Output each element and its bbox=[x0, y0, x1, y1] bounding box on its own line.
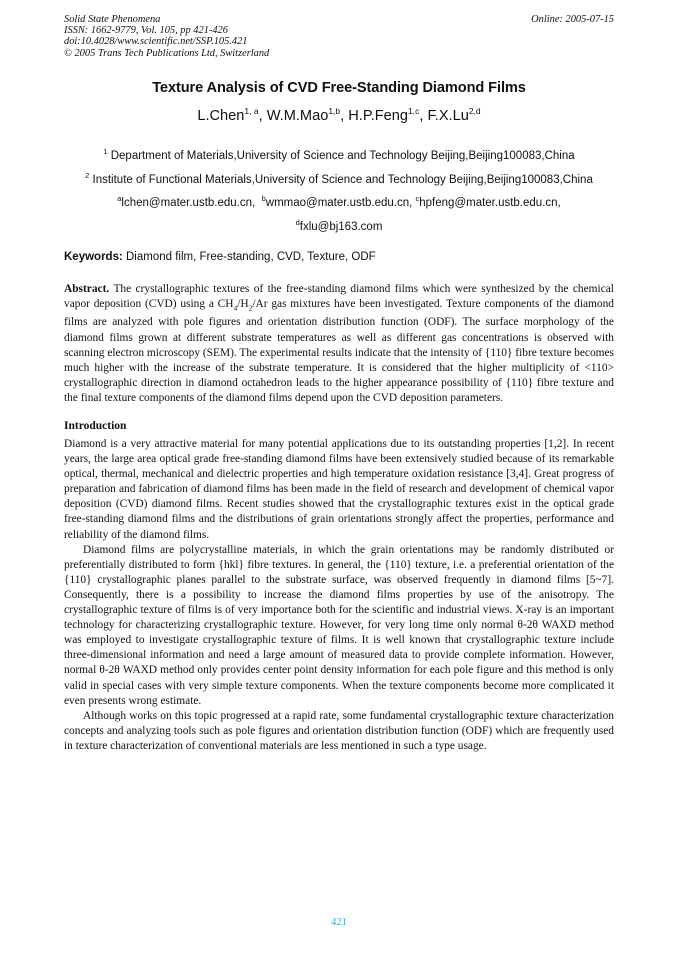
email-link[interactable]: wmmao@mater.ustb.edu.cn, bbox=[265, 197, 413, 210]
email-link[interactable]: hpfeng@mater.ustb.edu.cn, bbox=[419, 197, 561, 210]
email-link[interactable]: fxlu@bj163.com bbox=[299, 220, 383, 233]
author-list: L.Chen$^{1, a}$, W.M.Mao$^{1,b}$, H.P.Feng$^{1,c}$, F.X.Lu$^{2,d}$ bbox=[197, 105, 481, 124]
email-list: $^a$lchen@mater.ustb.edu.cn, $^b$wmmao@mater.ustb.edu.cn, $^c$hpfeng@mater.ustb.edu.cn, bbox=[117, 194, 561, 210]
section-heading-introduction: Introduction bbox=[64, 420, 127, 433]
author-affiliation-marker: 1,b bbox=[328, 105, 341, 116]
paper-title: Texture Analysis of CVD Free-Standing Diamond Films bbox=[152, 79, 526, 96]
intro-paragraph-2: Diamond films are polycrystalline materials, in which the grain orientations may be randomly distributed or preferentially distributed to form {hkl} fibre textures. In general, the {110} texture, i.e. a preferential orientation of the {110} crystallographic planes parallel to the substrate surface, was observed frequently in diamond films [5~7]. Consequently, there is a possibility to increase the diamond films properties by use of the anisotropy. The crystallographic texture of films is of very importance both for the scientific and industrial views. X-ray is an important technology for characterizing crystallographic texture. However, for very long time only normal θ-2θ WAXD method was employed to investigate crystallographic texture of films. It is well known that crystallographic texture include three-dimensional information and need a large amount of measured data to provide complete information. However, normal θ-2θ WAXD method only provides center point density information for each pole figure and this method is only valid in special cases with very simple texture components. When the texture components become more complicated it even presents wrong estimate. bbox=[64, 543, 614, 707]
journal-copyright: © 2005 Trans Tech Publications Ltd, Switzerland bbox=[64, 47, 270, 59]
journal-issn: ISSN: 1662-9779, Vol. 105, pp 421-426 bbox=[64, 25, 228, 37]
abstract: Abstract. The crystallographic textures of the free-standing diamond films which were synthesized by the chemical vapor deposition (CVD) using a $CH_4/H_2/Ar$ gas mixtures have been investigated. Texture components of the diamond films are analyzed with pole figures and orientation distribution function (ODF). The surface morphology of the diamond films grown at different substrate temperatures as well as different gas concentrations is observed with scanning electron microscopy (SEM). The experimental results indicate that the intensity of {110} fibre texture becomes much higher with the increase of the substrate temperature. It is considered that the higher multiplicity of <110> crystallographic direction in diamond octahedron leads to the higher appearance possibility of {110} fibre texture and the final texture components of the diamond films depend upon the CVD deposition parameters. bbox=[64, 282, 614, 404]
author-name: F.X.Lu bbox=[427, 107, 469, 124]
author-affiliation-marker: 2,d bbox=[468, 105, 481, 116]
affiliation-1: $^1$ Department of Materials,University of Science and Technology Beijing,Beijing100083,China bbox=[103, 146, 575, 162]
online-date: Online: 2005-07-15 bbox=[531, 14, 614, 25]
journal-doi[interactable]: doi:10.4028/www.scientific.net/SSP.105.421 bbox=[64, 36, 248, 48]
journal-header bbox=[64, 14, 614, 59]
author-name: H.P.Feng bbox=[348, 107, 409, 124]
author-affiliation-marker: 1, a bbox=[244, 105, 259, 116]
abstract-label: Abstract. bbox=[64, 282, 110, 295]
author-name: W.M.Mao bbox=[266, 107, 329, 124]
keywords-label: Keywords: bbox=[64, 250, 123, 263]
page-number: 421 bbox=[331, 917, 347, 928]
email-link[interactable]: lchen@mater.ustb.edu.cn, bbox=[121, 197, 256, 210]
keywords bbox=[64, 251, 614, 263]
affiliation-2: $^2$ Institute of Functional Materials,University of Science and Technology Beijing,Beijing100083,China bbox=[85, 170, 593, 186]
journal-name: Solid State Phenomena bbox=[64, 14, 161, 25]
intro-paragraph-1: Diamond is a very attractive material for many potential applications due to its outstanding properties [1,2]. In recent years, the large area optical grade free-standing diamond films have been extensively studied because of its remarkable optical, thermal, mechanical and dielectric properties and high temperature oxidation resistance [3,4]. Great progress of preparation and fabrication of diamond films has been made in the field of research and development of chemical vapor deposition (CVD) diamond films. Recent studies showed that the crystallographic textures exist in the optical grade free-standing diamond films and the distributions of grain orientations strongly affect the properties, performance and reliability of the diamond films. bbox=[64, 438, 614, 541]
intro-paragraph-3: Although works on this topic progressed at a rapid rate, some fundamental crystallographic texture characterization concepts and analyzing tools such as pole figures and orientation distribution function (ODF) which are frequently used in texture characterization of conventional materials are less mentioned in such a type usage. bbox=[64, 709, 614, 752]
email-list-cont: $^d$fxlu@bj163.com bbox=[295, 218, 383, 233]
author-name: L.Chen bbox=[197, 107, 245, 124]
keywords-text: Diamond film, Free-standing, CVD, Texture, ODF bbox=[126, 250, 376, 263]
author-affiliation-marker: 1,c bbox=[408, 105, 420, 116]
